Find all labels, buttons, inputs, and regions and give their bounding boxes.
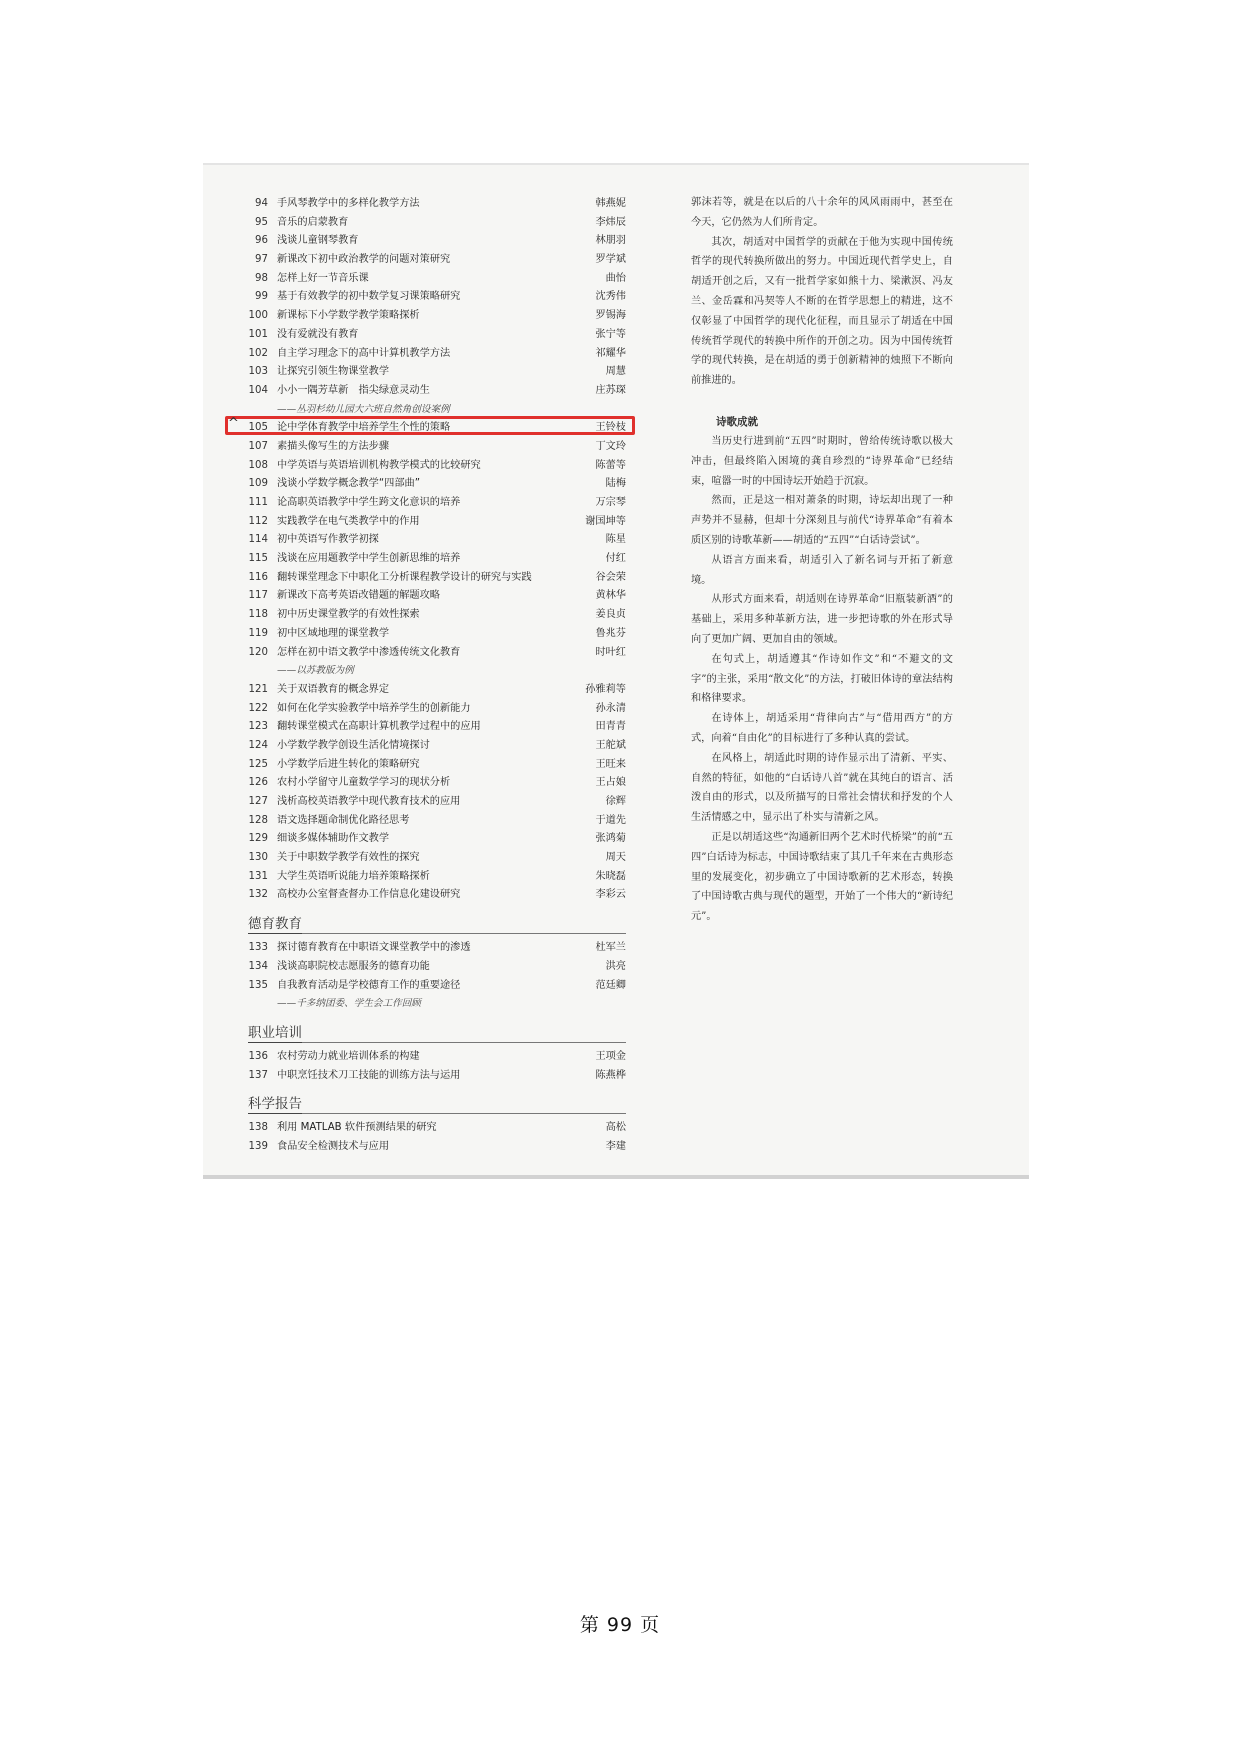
- highlight-box: [225, 416, 635, 435]
- toc-title: 音乐的启蒙教育: [277, 216, 349, 228]
- toc-page-number: 99: [255, 291, 268, 303]
- toc-author: 韩燕妮: [595, 198, 626, 209]
- toc-author: 王铃枝: [595, 422, 626, 434]
- toc-title: 初中英语写作教学初探: [277, 534, 379, 546]
- toc-entry: [246, 1048, 626, 1067]
- toc-title: 让探究引领生物课堂教学: [277, 366, 390, 378]
- toc-author: 时叶红: [595, 646, 626, 658]
- toc-author: 李彩云: [595, 889, 626, 901]
- toc-page-number: 112: [248, 515, 268, 527]
- toc-title: 探讨德育教育在中职语文课堂教学中的渗透: [277, 942, 471, 954]
- toc-entry: [246, 625, 626, 644]
- toc-title: 实践教学在电气类教学中的作用: [277, 515, 420, 527]
- toc-title: 小小一隅芳草新 指尖绿意灵动生: [277, 384, 430, 396]
- toc-page-number: 125: [248, 758, 268, 770]
- toc-author: 万宗琴: [595, 497, 626, 508]
- toc-author: 孙雅莉等: [585, 683, 626, 695]
- toc-page-number: 100: [248, 310, 268, 322]
- section-divider: [248, 933, 626, 934]
- toc-author: 付红: [605, 553, 626, 565]
- article-column: [691, 193, 953, 927]
- toc-title: 初中历史课堂教学的有效性探索: [277, 609, 420, 621]
- section-label: 科学报告: [248, 1092, 302, 1114]
- toc-entry: [246, 849, 626, 868]
- toc-author: 王占娘: [595, 777, 626, 789]
- table-of-contents: [246, 195, 626, 1157]
- toc-title: 自主学习理念下的高中计算机教学方法: [277, 347, 451, 359]
- toc-entry: [246, 1119, 626, 1138]
- toc-subtitle-row: [246, 662, 626, 681]
- toc-title: 利用 MATLAB 软件预测结果的研究: [277, 1122, 437, 1134]
- toc-entry: [246, 812, 626, 831]
- toc-entry: [246, 457, 626, 476]
- toc-entry: [246, 700, 626, 719]
- toc-title: 论中学体育教学中培养学生个性的策略: [277, 422, 451, 434]
- toc-entry: [246, 977, 626, 996]
- toc-author: 杜军兰: [595, 942, 626, 954]
- toc-entry: [246, 438, 626, 457]
- toc-entry: [246, 868, 626, 887]
- toc-author: 周天: [605, 852, 626, 864]
- toc-title: 怎样在初中语文教学中渗透传统文化教育: [277, 646, 461, 658]
- toc-entry: [246, 569, 626, 588]
- toc-entry: [246, 288, 626, 307]
- article-paragraph: 郭沫若等，就是在以后的八十余年的风风雨雨中，甚至在今天，它仍然为人们所肯定。: [691, 197, 953, 228]
- toc-title: 翻转课堂模式在高职计算机教学过程中的应用: [277, 721, 481, 733]
- toc-entry: [246, 363, 626, 382]
- toc-author: 沈秀伟: [595, 291, 626, 303]
- section-label: 职业培训: [248, 1021, 302, 1043]
- toc-page-number: 123: [248, 721, 268, 733]
- toc-author: 张鸿菊: [595, 833, 626, 845]
- toc-title: 翻转课堂理念下中职化工分析课程教学设计的研究与实践: [277, 571, 532, 583]
- toc-entry: [246, 214, 626, 233]
- toc-page-number: 128: [248, 814, 268, 826]
- toc-page-number: 115: [248, 553, 268, 565]
- toc-title: 没有爱就没有教育: [277, 328, 359, 340]
- toc-author: 朱晓磊: [595, 870, 626, 882]
- toc-entry: [246, 345, 626, 364]
- toc-entry: [246, 737, 626, 756]
- toc-title: 小学数学后进生转化的策略研究: [277, 758, 420, 770]
- toc-page-number: 129: [248, 833, 268, 845]
- toc-page-number: 132: [248, 889, 268, 901]
- toc-title: 基于有效教学的初中数学复习课策略研究: [277, 291, 461, 303]
- toc-entry: [246, 958, 626, 977]
- toc-author: 高松: [605, 1122, 626, 1134]
- toc-entry: [246, 886, 626, 905]
- toc-author: 陈燕桦: [595, 1069, 626, 1081]
- toc-page-number: 105: [248, 422, 268, 434]
- toc-page-number: 94: [255, 198, 268, 209]
- toc-author: 王旺来: [595, 758, 626, 770]
- toc-page-number: 108: [248, 459, 268, 471]
- toc-entry: [246, 326, 626, 345]
- toc-page-number: 104: [248, 384, 268, 396]
- toc-author: 范廷卿: [595, 979, 626, 991]
- toc-page-number: 138: [248, 1122, 268, 1134]
- toc-page-number: 103: [248, 366, 268, 378]
- toc-author: 陈蕾等: [595, 459, 626, 471]
- toc-entry: [246, 718, 626, 737]
- page-number: 第 99 页: [579, 1614, 661, 1636]
- toc-author: 孙永清: [595, 702, 626, 714]
- toc-entry: [246, 382, 626, 401]
- toc-entry: [246, 793, 626, 812]
- toc-page-number: 137: [248, 1069, 268, 1081]
- section-divider: [248, 1113, 626, 1114]
- toc-author: 周慧: [605, 366, 626, 378]
- toc-page-number: 107: [248, 440, 268, 452]
- toc-title: 细谈多媒体辅助作文教学: [277, 833, 390, 845]
- toc-page-number: 111: [248, 497, 268, 508]
- toc-title: 新课标下小学数学教学策略探析: [277, 310, 420, 322]
- toc-page-number: 135: [248, 979, 268, 991]
- article-paragraph: 在句式上，胡适遵其“作诗如作文”和“不避文的文字”的主张，采用“散文化”的方法，打破旧体诗的章法结构和格律要求。: [691, 653, 953, 705]
- toc-author: 罗学斌: [595, 254, 626, 266]
- toc-entry: [246, 475, 626, 494]
- toc-title: 小学数学教学创设生活化情境探讨: [277, 739, 430, 751]
- toc-entry: [246, 232, 626, 251]
- scanned-page: [203, 163, 1029, 1179]
- toc-title: 新课改下高考英语改错题的解题攻略: [277, 590, 440, 602]
- toc-page-number: 101: [248, 328, 268, 340]
- toc-subtitle: ——千多纳团委、学生会工作回顾: [277, 998, 421, 1010]
- toc-title: 怎样上好一节音乐课: [277, 272, 369, 284]
- toc-title: 初中区域地理的课堂教学: [277, 627, 390, 639]
- toc-title: 中职烹饪技术刀工技能的训练方法与运用: [277, 1069, 461, 1081]
- toc-author: 谢国坤等: [585, 515, 626, 527]
- toc-entry: [246, 195, 626, 214]
- toc-author: 洪亮: [605, 960, 626, 972]
- toc-title: 浅谈小学数学概念教学“四部曲”: [277, 478, 420, 490]
- toc-title: 浅析高校英语教学中现代教育技术的应用: [277, 796, 461, 807]
- toc-author: 林朋羽: [595, 235, 626, 247]
- article-paragraph: 从形式方面来看，胡适则在诗界革命“旧瓶装新酒”的基础上，采用多种革新方法，进一步把诗歌的外在形式导向了更加广阔、更加自由的领域。: [691, 594, 953, 645]
- toc-title: 食品安全检测技术与应用: [277, 1140, 390, 1152]
- toc-entry: [246, 756, 626, 775]
- toc-page-number: 121: [248, 683, 268, 695]
- toc-entry: [246, 307, 626, 326]
- toc-author: 曲怡: [605, 272, 626, 284]
- toc-author: 丁文玲: [595, 440, 626, 452]
- toc-title: 关于双语教育的概念界定: [277, 683, 390, 695]
- toc-author: 罗锡海: [595, 310, 626, 322]
- article-paragraph: 其次，胡适对中国哲学的贡献在于他为实现中国传统哲学的现代转换所做出的努力。中国近现代哲学史上，自胡适开创之后，又有一批哲学家如熊十力、梁漱溟、冯友兰、金岳霖和冯契等人不断的在哲学思想上的精进，这不仅彰显了中国哲学的现代化征程，而且显示了胡适在中国传统哲学现代的转换中所作的开创之功。因为中国传统哲学的现代转换，是在胡适的勇于创新精神的烛照下不断向前推进的。: [691, 236, 953, 387]
- toc-entry: [246, 606, 626, 625]
- toc-author: 徐辉: [605, 796, 626, 807]
- toc-page-number: 98: [255, 272, 268, 284]
- toc-page-number: 116: [248, 571, 268, 583]
- article-heading: 诗歌成就: [716, 415, 758, 428]
- toc-entry: [246, 494, 626, 513]
- toc-subtitle-row: [246, 995, 626, 1014]
- toc-entry: [246, 830, 626, 849]
- toc-subtitle: ——丛羽杉幼儿园大六班自然角创设案例: [277, 403, 450, 415]
- toc-section-header: [246, 905, 626, 939]
- toc-title: 素描头像写生的方法步骤: [277, 440, 390, 452]
- toc-title: 高校办公室督查督办工作信息化建设研究: [277, 889, 461, 901]
- toc-page-number: 118: [248, 609, 268, 621]
- toc-page-number: 95: [255, 216, 268, 228]
- toc-title: 自我教育活动是学校德育工作的重要途径: [277, 979, 461, 991]
- toc-page-number: 119: [248, 627, 268, 639]
- toc-page-number: 133: [248, 942, 268, 954]
- toc-subtitle: ——以苏教版为例: [277, 665, 354, 677]
- toc-page-number: 136: [248, 1050, 268, 1062]
- toc-author: 黄林华: [595, 590, 626, 602]
- toc-title: 新课改下初中政治教学的问题对策研究: [277, 254, 451, 266]
- toc-entry: [246, 774, 626, 793]
- toc-page-number: 126: [248, 777, 268, 789]
- toc-entry: [246, 644, 626, 663]
- toc-entry: [246, 270, 626, 289]
- toc-title: 手风琴教学中的多样化教学方法: [277, 198, 420, 209]
- toc-page-number: 96: [255, 235, 268, 247]
- toc-page-number: 117: [248, 590, 268, 602]
- toc-entry: [246, 939, 626, 958]
- toc-author: 张宁等: [595, 328, 626, 340]
- toc-title: 大学生英语听说能力培养策略探析: [277, 870, 430, 882]
- toc-page-number: 127: [248, 796, 268, 807]
- toc-author: 姜良贞: [595, 609, 626, 621]
- toc-page-number: 102: [248, 347, 268, 359]
- toc-author: 陆梅: [605, 478, 626, 490]
- toc-page-number: 97: [255, 254, 268, 266]
- toc-page-number: 131: [248, 870, 268, 882]
- toc-entry: [246, 251, 626, 270]
- toc-title: 关于中职数学教学有效性的探究: [277, 852, 420, 864]
- toc-author: 李建: [605, 1140, 626, 1152]
- toc-page-number: 130: [248, 852, 268, 864]
- toc-entry: [246, 1067, 626, 1086]
- toc-page-number: 134: [248, 960, 268, 972]
- article-paragraph: 然而，正是这一相对萧条的时期，诗坛却出现了一种声势并不显赫，但却十分深刻且与前代“诗界革命”有着本质区别的诗歌革新——胡适的“五四”“白话诗尝试”。: [691, 495, 953, 546]
- toc-page-number: 124: [248, 739, 268, 751]
- toc-author: 谷会荣: [595, 571, 626, 583]
- toc-page-number: 120: [248, 646, 268, 658]
- article-paragraph: 正是以胡适这些“沟通新旧两个艺术时代桥梁”的前“五四”白话诗为标志，中国诗歌结束了其几千年来在古典形态里的发展变化，初步确立了中国诗歌新的艺术形态，转换了中国诗歌古典与现代的题型，开始了一个伟大的“新诗纪元”。: [691, 831, 953, 923]
- article-paragraph: 在风格上，胡适此时期的诗作显示出了清新、平实、自然的特征，如他的“白话诗八首”就在其纯白的语言、活泼自由的形式，以及所描写的日常社会情状和抒发的个人生活情感之中，显示出了朴实与清新之风。: [691, 752, 953, 824]
- toc-title: 语文选择题命制优化路径思考: [277, 814, 410, 826]
- toc-author: 陈星: [605, 534, 626, 546]
- toc-entry: [246, 1138, 626, 1157]
- toc-title: 农村小学留守儿童数学学习的现状分析: [277, 777, 451, 789]
- section-divider: [248, 1042, 626, 1043]
- toc-title: 浅谈高职院校志愿服务的德育功能: [277, 960, 430, 972]
- toc-author: 田青青: [595, 721, 626, 733]
- toc-author: 李炜辰: [595, 216, 626, 228]
- toc-page-number: 114: [248, 534, 268, 546]
- toc-title: 浅谈儿童钢琴教育: [277, 235, 359, 247]
- toc-entry: [246, 587, 626, 606]
- toc-page-number: 109: [248, 478, 268, 490]
- toc-entry: [246, 531, 626, 550]
- toc-title: 如何在化学实验教学中培养学生的创新能力: [277, 702, 471, 714]
- toc-author: 庄苏琛: [595, 384, 626, 396]
- section-label: 德育教育: [248, 912, 302, 934]
- article-paragraph: 在诗体上，胡适采用“背律向古”与“借用西方”的方式，向着“自由化”的目标进行了多种认真的尝试。: [691, 713, 953, 744]
- toc-entry: [246, 681, 626, 700]
- toc-author: 于道先: [595, 814, 626, 826]
- toc-page-number: 122: [248, 702, 268, 714]
- toc-entry: [246, 550, 626, 569]
- article-paragraph: 从语言方面来看，胡适引入了新名词与开拓了新意境。: [691, 554, 953, 586]
- toc-title: 中学英语与英语培训机构教学模式的比较研究: [277, 459, 481, 471]
- caret-mark-icon: ^: [228, 416, 239, 431]
- toc-author: 王项金: [595, 1050, 626, 1062]
- toc-author: 鲁兆芬: [595, 627, 626, 639]
- toc-title: 论高职英语教学中学生跨文化意识的培养: [277, 497, 461, 508]
- toc-entry: [246, 513, 626, 532]
- toc-section-header: [246, 1085, 626, 1119]
- toc-author: 王舵斌: [595, 739, 626, 751]
- toc-author: 祁耀华: [595, 347, 626, 359]
- toc-section-header: [246, 1014, 626, 1048]
- toc-title: 农村劳动力就业培训体系的构建: [277, 1050, 420, 1062]
- article-paragraph: 当历史行进到前“五四”时期时，曾给传统诗歌以极大冲击，但最终陷入困境的龚自珍烈的“诗界革命”已经结束，喧嚣一时的中国诗坛开始趋于沉寂。: [691, 435, 953, 487]
- toc-title: 浅谈在应用题教学中学生创新思维的培养: [277, 553, 461, 565]
- toc-page-number: 139: [248, 1140, 268, 1152]
